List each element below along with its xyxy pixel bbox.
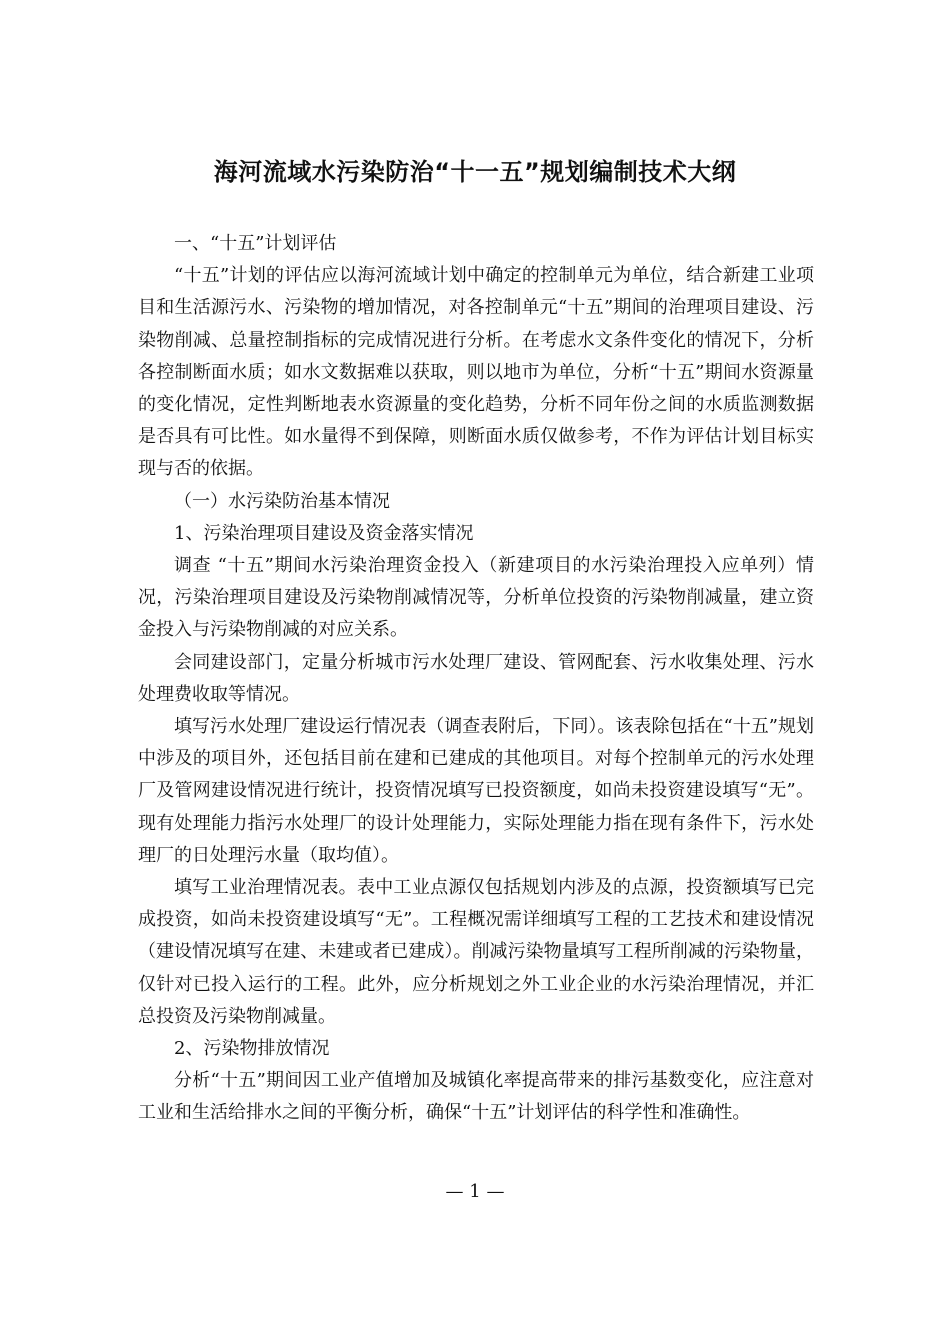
paragraph: 会同建设部门，定量分析城市污水处理厂建设、管网配套、污水收集处理、污水处理费收取等情况。 [138, 651, 814, 705]
section-heading: 一、“十五”计划评估 [174, 233, 337, 254]
paragraph: 分析“十五”期间因工业产值增加及城镇化率提高带来的排污基数变化，应注意对工业和生活给排水之间的平衡分析，确保“十五”计划评估的科学性和准确性。 [138, 1070, 814, 1124]
paragraph: 调查 “十五”期间水污染治理资金投入（新建项目的水污染治理投入应单列）情况，污染治理项目建设及污染物削减情况等，分析单位投资的污染物削减量，建立资金投入与污染物削减的对应关系。 [138, 555, 814, 641]
item-heading: 1、污染治理项目建设及资金落实情况 [174, 522, 474, 544]
document-body [138, 228, 814, 1130]
paragraph: “十五”计划的评估应以海河流域计划中确定的控制单元为单位，结合新建工业项目和生活源污水、污染物的增加情况，对各控制单元“十五”期间的治理项目建设、污染物削减、总量控制指标的完成情况进行分析。在考虑水文条件变化的情况下，分析各控制断面水质；如水文数据难以获取，则以地市为单位，分析“十五”期间水资源量的变化情况，定性判断地表水资源量的变化趋势，分析不同年份之间的水质监测数据是否具有可比性。如水量得不到保障，则断面水质仅做参考，不作为评估计划目标实现与否的依据。 [138, 265, 814, 480]
item-heading: 2、污染物排放情况 [174, 1038, 330, 1060]
paragraph: 填写污水处理厂建设运行情况表（调查表附后，下同）。该表除包括在“十五”规划中涉及的项目外，还包括目前在建和已建成的其他项目。对每个控制单元的污水处理厂及管网建设情况进行统计，投资情况填写已投资额度，如尚未投资建设填写“无”。现有处理能力指污水处理厂的设计处理能力，实际处理能力指在现有条件下，污水处理厂的日处理污水量（取均值）。 [138, 716, 814, 866]
page-number: — 1 — [445, 1181, 505, 1202]
document-title: 海河流域水污染防治“十一五”规划编制技术大纲 [213, 158, 737, 186]
subsection-heading: （一）水污染防治基本情况 [174, 490, 390, 512]
paragraph: 填写工业治理情况表。表中工业点源仅包括规划内涉及的点源，投资额填写已完成投资，如尚未投资建设填写“无”。工程概况需详细填写工程的工艺技术和建设情况（建设情况填写在建、未建或者已建成）。削减污染物量填写工程所削减的污染物量，仅针对已投入运行的工程。此外，应分析规划之外工业企业的水污染治理情况，并汇总投资及污染物削减量。 [138, 877, 814, 1027]
